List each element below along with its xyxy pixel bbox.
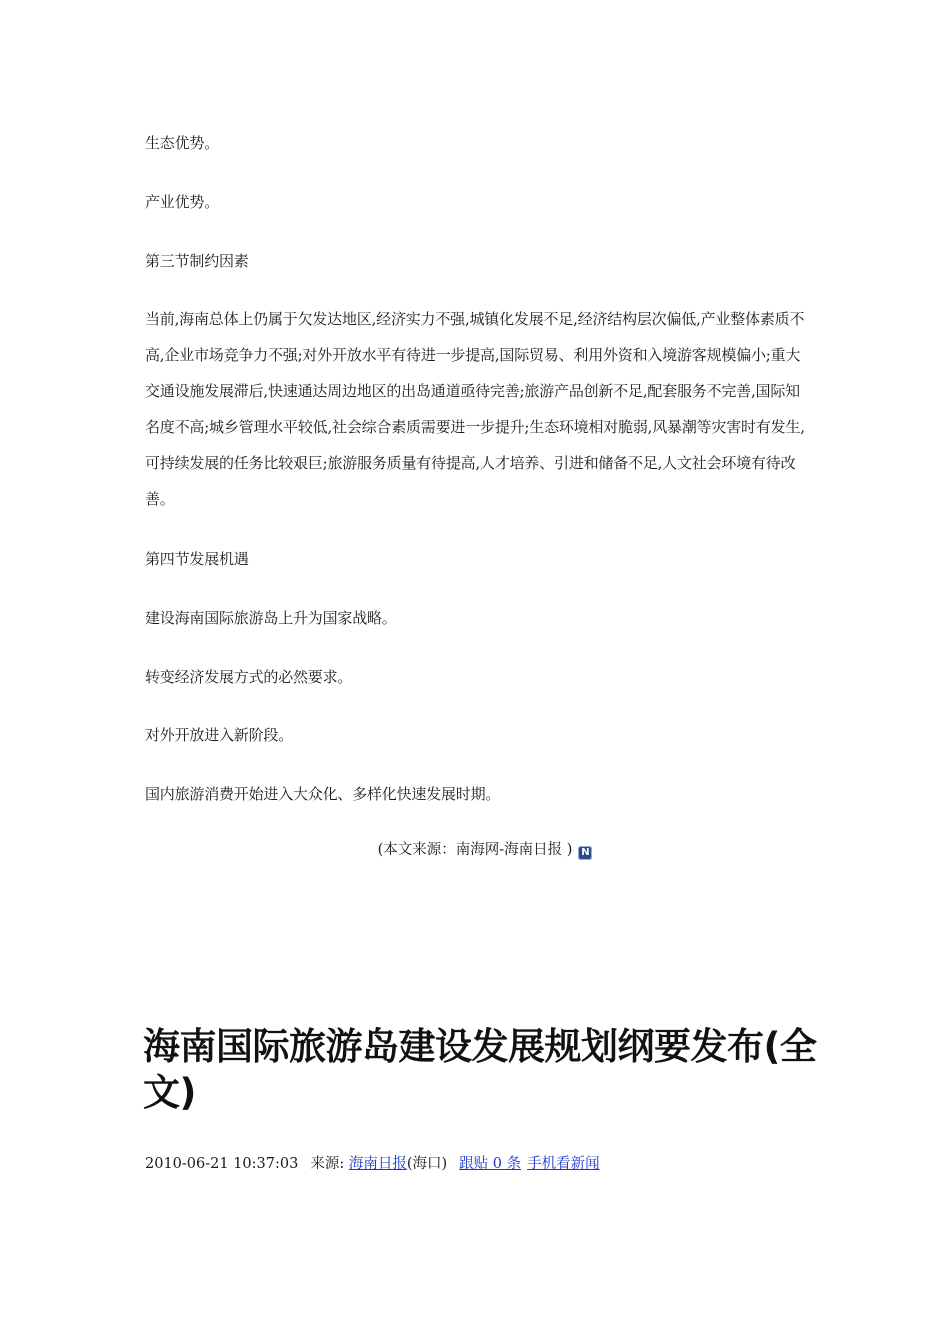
article-meta (145, 1152, 600, 1176)
source-note-text: (本文来源：南海网-海南日报 ) (377, 842, 573, 858)
paragraph-constraints-body: 当前,海南总体上仍属于欠发达地区,经济实力不强,城镇化发展不足,经济结构层次偏低,产业整体素质不高,企业市场竞争力不强;对外开放水平有待进一步提高,国际贸易、利用外资和入境游客规模偏小;重大交通设施发展滞后,快速通达周边地区的出岛通道亟待完善;旅游产品创新不足,配套服务不完善,国际知名度不高;城乡管理水平较低,社会综合素质需要进一步提升;生态环境相对脆弱,风暴潮等灾害时有发生,可持续发展的任务比较艰巨;旅游服务质量有待提高,人才培养、引进和储备不足,人文社会环境有待改善。 (145, 310, 805, 508)
n-logo-icon[interactable]: N (578, 846, 592, 860)
source-place: (海口) (406, 1156, 448, 1172)
paragraph-national-strategy: 建设海南国际旅游岛上升为国家战略。 (145, 609, 397, 627)
paragraph-ecology-advantage: 生态优势。 (145, 134, 220, 152)
section-heading-constraints: 第三节制约因素 (145, 252, 249, 270)
paragraph-industry-advantage: 产业优势。 (145, 193, 220, 211)
comments-link[interactable]: 跟贴 0 条 (459, 1156, 522, 1172)
paragraph-domestic-tourism: 国内旅游消费开始进入大众化、多样化快速发展时期。 (145, 785, 501, 803)
paragraph-opening-up: 对外开放进入新阶段。 (145, 726, 294, 744)
mobile-news-link[interactable]: 手机看新闻 (527, 1156, 600, 1172)
article-title: 海南国际旅游岛建设发展规划纲要发布(全文) (143, 1025, 817, 1114)
article-datetime: 2010-06-21 10:37:03 (145, 1156, 299, 1172)
paragraph-transform-economy: 转变经济发展方式的必然要求。 (145, 668, 353, 686)
source-note (0, 838, 950, 862)
source-label: 来源: (310, 1156, 345, 1172)
section-heading-opportunities: 第四节发展机遇 (145, 550, 249, 568)
source-link[interactable]: 海南日报 (348, 1156, 407, 1172)
